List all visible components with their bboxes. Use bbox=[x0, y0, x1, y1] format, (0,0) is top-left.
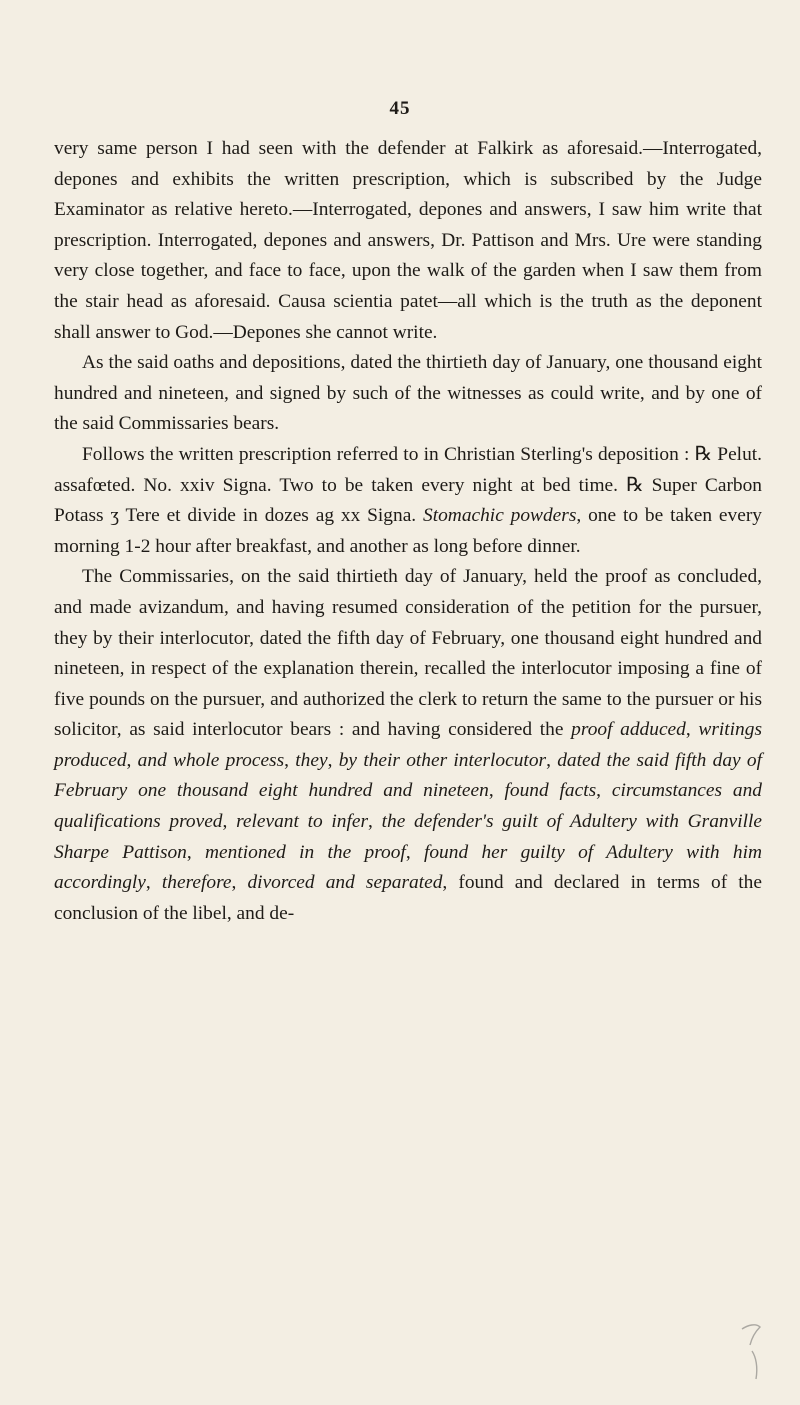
text-run: , one to be taken every morning 1-2 hour after breakfast, and another as long before dinner. bbox=[54, 505, 762, 557]
text-run: very same person I had seen with the defender at Falkirk as aforesaid.—Interrogated, depones and exhibits the written prescription, which is subscribed by the Judge Examinator as relative hereto.—Interrogated, depones and answers, I saw him write that prescription. Interrogated, depones and answers, Dr. Pattison and Mrs. Ure were standing very close together, and face to face, upon the walk of the garden when I saw them from the stair head as aforesaid. Causa scientia patet—all which is the truth as the deponent shall answer to God.—Depones she cannot write. bbox=[54, 138, 762, 343]
text-run: , bbox=[488, 780, 505, 802]
text-run: , bbox=[186, 841, 206, 863]
italic-run: dated the said fifth day of February one thousand eight hundred and nineteen bbox=[54, 749, 763, 802]
body-text bbox=[54, 134, 762, 929]
paragraph-prescription bbox=[54, 440, 762, 562]
page-number: 45 bbox=[389, 98, 411, 119]
italic-run: divorced and separated bbox=[247, 872, 443, 894]
text-run: The Commissaries, on the said thirtieth day of January, held the proof as concluded, and made avizandum, and having resumed consideration of the petition for the pursuer, they by their interlocutor, dated the fifth day of February, one thousand eight hundred and nineteen, in respect of the explanation therein, recalled the interlocutor imposing a fine of five pounds on the pursuer, and authorized the clerk to return the same to the pursuer or his solicitor, as said interlocutor bears : and having considered the bbox=[54, 566, 762, 741]
italic-run: circumstances and qualifications proved bbox=[54, 780, 762, 833]
italic-run: therefore bbox=[161, 872, 232, 894]
italic-run: writings produced bbox=[54, 719, 762, 771]
italic-run: they bbox=[295, 749, 328, 771]
italic-run: Stomachic powders bbox=[423, 505, 577, 527]
italic-run: relevant to infer bbox=[236, 811, 369, 833]
paragraph-oaths bbox=[54, 348, 762, 440]
paragraph-deposition-end bbox=[54, 134, 762, 348]
italic-run: proof adduced bbox=[571, 719, 686, 741]
italic-run: and whole process bbox=[137, 749, 285, 771]
italic-run: found facts bbox=[504, 780, 597, 802]
text-run: , bbox=[231, 872, 248, 894]
text-run: , bbox=[327, 749, 339, 771]
paragraph-commissaries bbox=[54, 562, 762, 929]
italic-run: mentioned in the proof bbox=[205, 841, 406, 863]
text-run: , bbox=[368, 811, 382, 833]
text-run: , bbox=[284, 749, 296, 771]
page-smudge-mark bbox=[738, 1321, 764, 1381]
text-run: , bbox=[546, 749, 558, 771]
text-run: As the said oaths and depositions, dated the thirtieth day of January, one thousand eight hundred and nineteen, and signed by such of the witnesses as could write, and by one of the said Commissaries bears. bbox=[54, 352, 762, 435]
text-run: , bbox=[685, 719, 699, 741]
text-run: , bbox=[145, 872, 162, 894]
text-run: , bbox=[222, 811, 237, 833]
text-run: , bbox=[126, 749, 138, 771]
text-run: , bbox=[596, 780, 612, 802]
italic-run: found her guilty of Adultery with him accordingly bbox=[54, 841, 762, 894]
text-run: , found and declared in terms of the conclusion of the libel, and de- bbox=[54, 872, 762, 924]
italic-run: the defender's guilt of Adultery with Granville Sharpe Pattison bbox=[54, 811, 762, 863]
italic-run: by their other interlocutor bbox=[338, 749, 547, 771]
text-run: , bbox=[405, 841, 424, 863]
text-run: Follows the written prescription referred to in Christian Sterling's deposition : ℞ Pelut. assafœted. No. xxiv Signa. Two to be taken every night at bed time. ℞ Super Carbon Potass ʒ Tere et divide in dozes ag xx Signa. bbox=[54, 443, 762, 527]
